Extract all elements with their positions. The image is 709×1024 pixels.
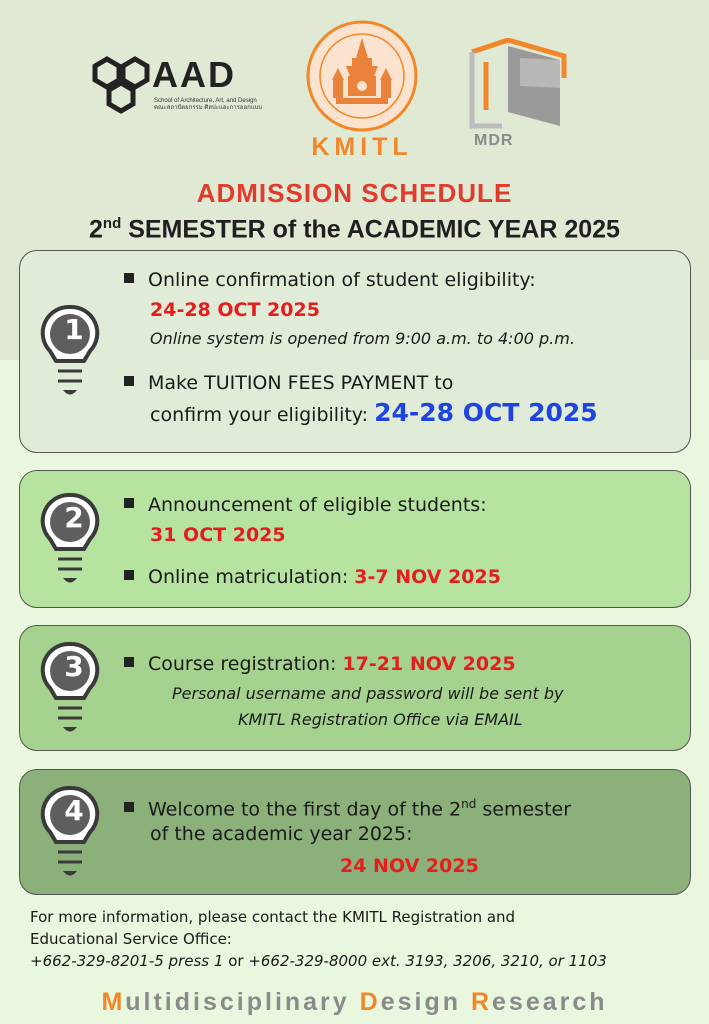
step4-date: 24 NOV 2025 bbox=[340, 855, 479, 877]
step1-date: 24-28 OCT 2025 bbox=[150, 299, 320, 321]
step-card-1 bbox=[19, 250, 691, 453]
step1-item1: Online confirmation of student eligibility: bbox=[124, 268, 536, 292]
bullet bbox=[124, 273, 134, 283]
step2-item2: Online matriculation: 3-7 NOV 2025 bbox=[124, 565, 501, 589]
step4-line2: of the academic year 2025: bbox=[150, 823, 413, 845]
step-number: 4 bbox=[64, 794, 84, 827]
step3-item1: Course registration: 17-21 NOV 2025 bbox=[124, 652, 516, 676]
page-subtitle: 2nd SEMESTER of the ACADEMIC YEAR 2025 bbox=[89, 215, 620, 244]
step-number: 1 bbox=[64, 313, 84, 346]
phone-2: +662-329-8000 ext. 3193, 3206, 3210, or 1103 bbox=[248, 952, 607, 970]
brand-tagline: Multidisciplinary Design Research bbox=[101, 988, 608, 1016]
step3-note-line2: KMITL Registration Office via EMAIL bbox=[238, 710, 523, 729]
aad-name: AAD bbox=[152, 54, 236, 95]
step-card-3 bbox=[19, 625, 691, 751]
step-number: 3 bbox=[64, 650, 84, 683]
mdr-name: MDR bbox=[474, 132, 514, 149]
step-card-2 bbox=[19, 470, 691, 608]
kmitl-name: KMITL bbox=[311, 133, 413, 161]
contact-phones: +662-329-8201-5 press 1 or +662-329-8000 ext. 3193, 3206, 3210, or 1103 bbox=[30, 952, 607, 970]
mdr-cube-icon bbox=[468, 38, 573, 133]
step2-date: 31 OCT 2025 bbox=[150, 524, 286, 546]
step1-item2: Make TUITION FEES PAYMENT to bbox=[124, 371, 453, 395]
step-card-4 bbox=[19, 769, 691, 895]
step2-item1: Announcement of eligible students: bbox=[124, 493, 487, 517]
aad-subtitle: School of Architecture, Art, and Design คณะสถาปัตยกรรม ศิลปะและการออกแบบ bbox=[154, 98, 263, 111]
contact-line1: For more information, please contact the KMITL Registration and bbox=[30, 908, 516, 926]
aad-logo bbox=[92, 56, 267, 126]
kmitl-logo bbox=[302, 20, 422, 160]
bullet bbox=[124, 657, 134, 667]
contact-line2: Educational Service Office: bbox=[30, 930, 232, 948]
step4-line1: Welcome to the first day of the 2nd semester bbox=[124, 792, 571, 821]
phone-1: +662-329-8201-5 press 1 bbox=[30, 952, 224, 970]
kmitl-seal-icon bbox=[306, 20, 418, 132]
page-title: ADMISSION SCHEDULE bbox=[196, 178, 513, 208]
bullet bbox=[124, 376, 134, 386]
step1-item2-cont: confirm your eligibility: 24-28 OCT 2025 bbox=[150, 398, 598, 427]
bullet bbox=[124, 570, 134, 580]
contact-info bbox=[30, 906, 607, 972]
aad-hexagon-icon bbox=[92, 56, 152, 114]
step3-note-line1: Personal username and password will be sent by bbox=[172, 684, 564, 703]
logo-row bbox=[0, 20, 709, 160]
step1-note: Online system is opened from 9:00 a.m. to 4:00 p.m. bbox=[150, 329, 575, 348]
bullet bbox=[124, 802, 134, 812]
mdr-logo bbox=[468, 38, 573, 158]
step1-payment-date: 24-28 OCT 2025 bbox=[374, 398, 598, 427]
bullet bbox=[124, 498, 134, 508]
step-number: 2 bbox=[64, 501, 84, 534]
